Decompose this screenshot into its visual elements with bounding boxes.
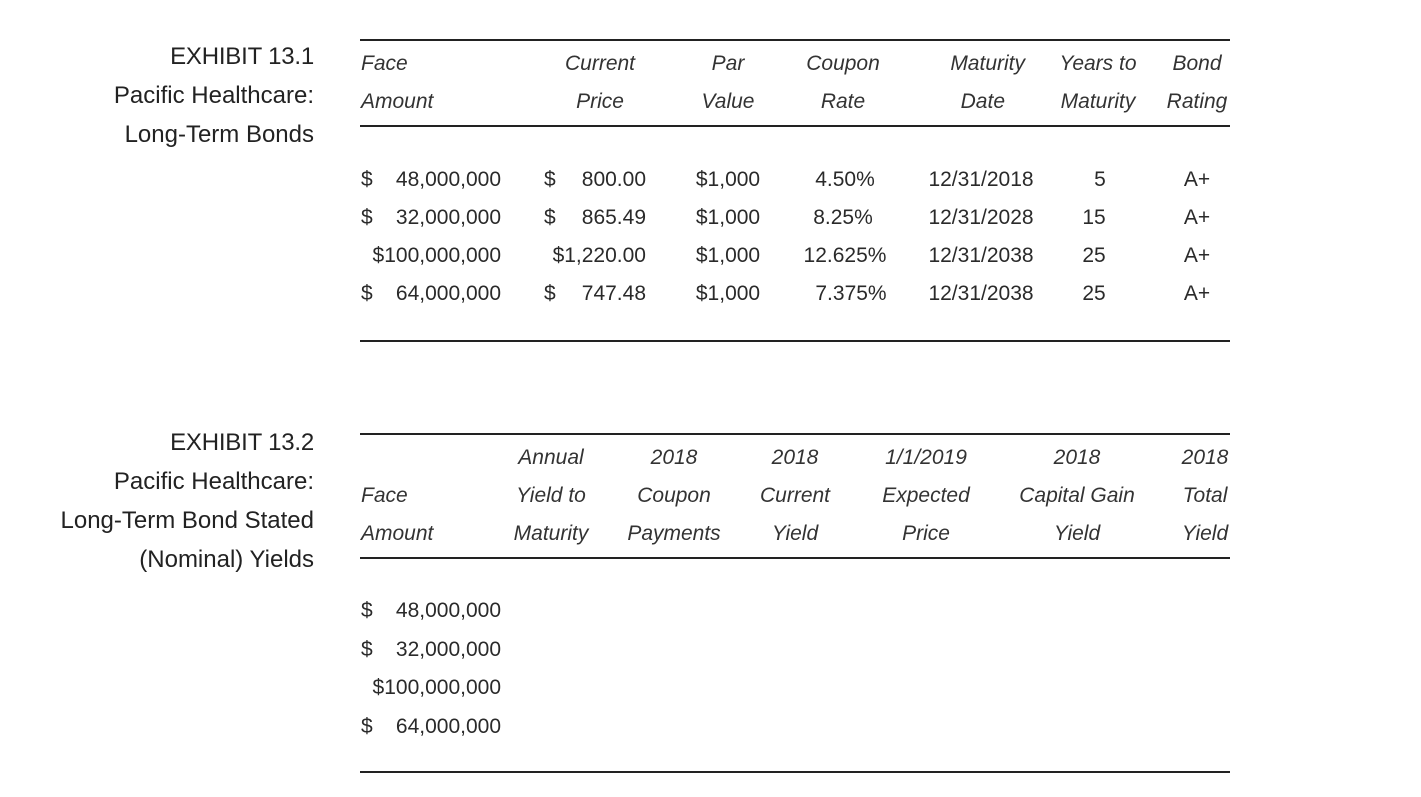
header-maturity-2: Maturity <box>1060 90 1136 113</box>
years-to-maturity: 25 <box>1082 282 1106 305</box>
header-payments: Payments <box>627 522 721 545</box>
bond-rating: A+ <box>1183 206 1211 229</box>
coupon-rate: 12.625% <box>803 244 887 267</box>
header-face: Face <box>361 484 408 507</box>
header-yield-to: Yield to <box>516 484 586 507</box>
header-1-1-2019: 1/1/2019 <box>885 446 967 469</box>
header-yield: Yield <box>1181 522 1229 545</box>
current-price: 800.00 <box>581 168 646 191</box>
header-yield: Yield <box>1053 522 1101 545</box>
face-dollar-sign: $ <box>361 599 373 622</box>
current-price: 865.49 <box>581 206 646 229</box>
maturity-date: 12/31/2018 <box>928 168 1034 191</box>
par-value: $1,000 <box>695 244 761 267</box>
header-2018: 2018 <box>1181 446 1229 469</box>
current-price: $1,220.00 <box>552 244 646 267</box>
header-annual: Annual <box>518 446 584 469</box>
face-amount: 48,000,000 <box>395 599 501 622</box>
years-to-maturity: 15 <box>1082 206 1106 229</box>
price-dollar-sign: $ <box>544 206 556 229</box>
par-value: $1,000 <box>695 206 761 229</box>
face-dollar-sign: $ <box>361 715 373 738</box>
coupon-rate: 7.375% <box>815 282 887 305</box>
exhibit-13-1-caption <box>114 37 314 154</box>
maturity-date: 12/31/2038 <box>928 244 1034 267</box>
header-maturity: Maturity <box>950 52 1025 75</box>
face-amount: 32,000,000 <box>395 206 501 229</box>
coupon-rate: 4.50% <box>815 168 875 191</box>
years-to-maturity: 5 <box>1094 168 1106 191</box>
exhibit-13-2-caption <box>61 423 315 579</box>
maturity-date: 12/31/2038 <box>928 282 1034 305</box>
exhibit-number: EXHIBIT 13.2 <box>170 429 314 456</box>
header-expected: Expected <box>882 484 970 507</box>
face-amount: 64,000,000 <box>395 282 501 305</box>
bond-rating: A+ <box>1183 168 1211 191</box>
header-current: Current <box>759 484 831 507</box>
header-bottom-rule <box>360 125 1230 127</box>
header-par: Par <box>711 52 745 75</box>
header-2018: 2018 <box>771 446 819 469</box>
header-price: Price <box>576 90 624 113</box>
header-maturity: Maturity <box>513 522 589 545</box>
price-dollar-sign: $ <box>544 282 556 305</box>
exhibit-title-line: Pacific Healthcare: <box>113 468 314 495</box>
header-bottom-rule <box>360 557 1230 559</box>
face-amount: 64,000,000 <box>395 715 501 738</box>
header-total: Total <box>1182 484 1228 507</box>
face-amount: 48,000,000 <box>395 168 501 191</box>
years-to-maturity: 25 <box>1082 244 1106 267</box>
header-amount: Amount <box>361 522 434 545</box>
exhibit-title-line: Long-Term Bonds <box>124 121 314 148</box>
header-price: Price <box>902 522 950 545</box>
header-years-to: Years to <box>1059 52 1137 75</box>
face-amount: $100,000,000 <box>372 676 501 699</box>
price-dollar-sign: $ <box>544 168 556 191</box>
exhibit-title-line: (Nominal) Yields <box>139 546 314 573</box>
exhibit-title-line: Pacific Healthcare: <box>113 82 314 109</box>
header-yield: Yield <box>771 522 819 545</box>
face-dollar-sign: $ <box>361 638 373 661</box>
face-dollar-sign: $ <box>361 282 373 305</box>
header-coupon: Coupon <box>637 484 711 507</box>
header-bond: Bond <box>1172 52 1222 75</box>
header-rating: Rating <box>1166 90 1228 113</box>
maturity-date: 12/31/2028 <box>928 206 1034 229</box>
exhibit-title-line: Long-Term Bond Stated <box>60 507 314 534</box>
table-bottom-rule <box>360 771 1230 773</box>
header-rate: Rate <box>820 90 866 113</box>
table-top-rule <box>360 39 1230 41</box>
coupon-rate: 8.25% <box>813 206 873 229</box>
par-value: $1,000 <box>695 168 761 191</box>
bond-rating: A+ <box>1183 244 1211 267</box>
header-value: Value <box>701 90 755 113</box>
face-dollar-sign: $ <box>361 168 373 191</box>
header-2018: 2018 <box>650 446 698 469</box>
face-amount: 32,000,000 <box>395 638 501 661</box>
par-value: $1,000 <box>695 282 761 305</box>
header-coupon: Coupon <box>806 52 880 75</box>
table-top-rule <box>360 433 1230 435</box>
header-2018: 2018 <box>1053 446 1101 469</box>
current-price: 747.48 <box>581 282 646 305</box>
header-date: Date <box>960 90 1005 113</box>
header-face: Face <box>361 52 408 75</box>
face-dollar-sign: $ <box>361 206 373 229</box>
table-bottom-rule <box>360 340 1230 342</box>
header-amount: Amount <box>361 90 434 113</box>
header-capital-gain: Capital Gain <box>1019 484 1135 507</box>
header-current: Current <box>564 52 636 75</box>
face-amount: $100,000,000 <box>372 244 501 267</box>
exhibit-number: EXHIBIT 13.1 <box>170 43 314 70</box>
bond-rating: A+ <box>1183 282 1211 305</box>
